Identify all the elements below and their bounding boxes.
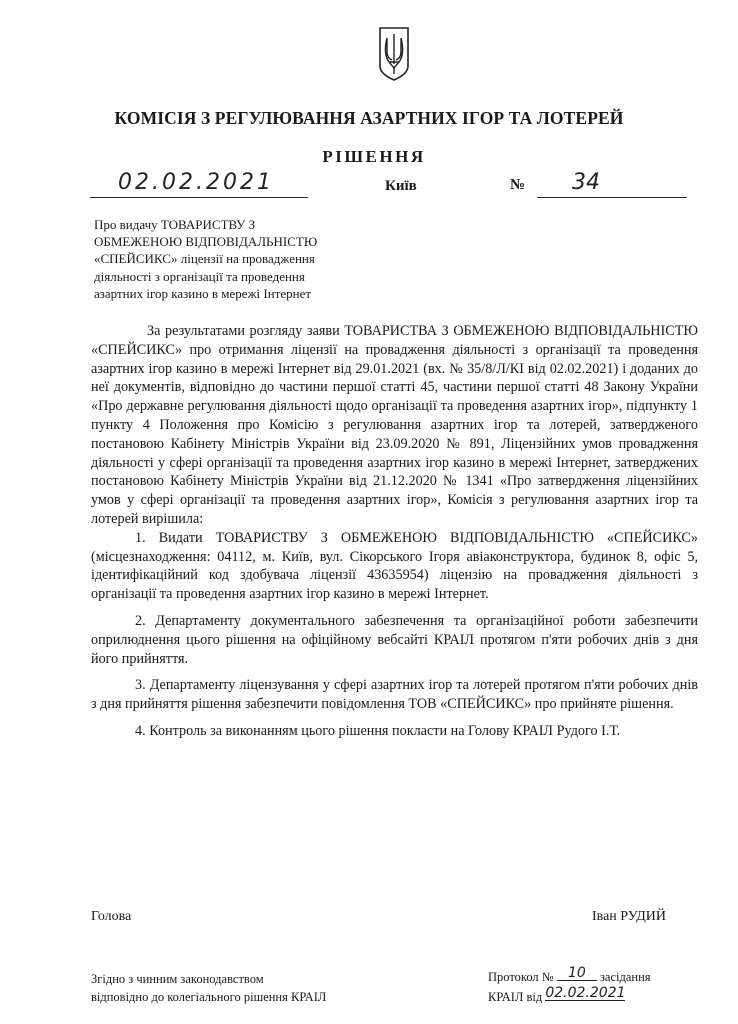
subject-line: азартних ігор казино в мережі Інтернет <box>94 285 312 301</box>
protocol-reference <box>488 966 651 1006</box>
subject-line: «СПЕЙСИКС» ліцензії на провадження <box>94 251 315 267</box>
date-line <box>90 197 308 198</box>
signatory-position: Голова <box>91 909 132 924</box>
point-paragraph: 4. Контроль за виконанням цього рішення покласти на Голову КРАІЛ Рудого І.Т. <box>135 722 621 739</box>
protocol-line2-prefix: КРАІЛ від <box>488 990 543 1004</box>
handwritten-number: 34 <box>572 170 600 195</box>
city-label: Київ <box>385 178 417 194</box>
number-line <box>537 197 687 198</box>
number-sign: № <box>510 177 526 193</box>
point-paragraph: 1. Видати ТОВАРИСТВУ З ОБМЕЖЕНОЮ ВІДПОВІДАЛЬНІСТЮ «СПЕЙСИКС» (місцезнаходження: 04112, м. Київ, вул. Сікорського Ігоря авіаконструктора, будинок 8, офіс 5, ідентифікаційний код здобувача ліцензії 43635954) ліцензію на провадження діяльності з організації та проведення азартних ігор казино в мережі Інтернет. <box>91 529 698 603</box>
protocol-date-blank <box>545 986 625 1001</box>
legal-note <box>91 970 326 1006</box>
subject-line: діяльності з організації та проведення <box>94 268 305 284</box>
commission-title: КОМІСІЯ З РЕГУЛЮВАННЯ АЗАРТНИХ ІГОР ТА ЛОТЕРЕЙ <box>114 108 624 128</box>
decision-subject <box>94 216 384 302</box>
point-paragraph: 3. Департаменту ліцензування у сфері азартних ігор та лотерей протягом п'яти робочих днів з дня прийняття рішення забезпечити повідомлення ТОВ «СПЕЙСИКС» про прийняте рішення. <box>91 677 698 713</box>
signatory-name: Іван РУДИЙ <box>592 909 666 924</box>
preamble-paragraph: За результатами розгляду заяви ТОВАРИСТВА З ОБМЕЖЕНОЮ ВІДПОВІДАЛЬНІСТЮ «СПЕЙСИКС» про отримання ліцензії на провадження діяльності з організації та проведення азартних ігор казино в мережі Інтернет від 29.01.2021 (вх. № 35/8/Л/КІ від 02.02.2021) і доданих до неї документів, відповідно до частини першої статті 45, частини першої статті 48 Закону України «Про державне регулювання діяльності щодо організації та проведення азартних ігор», підпункту 1 пункту 4 Положення про Комісію з регулювання азартних ігор та лотерей, затвердженого постановою Кабінету Міністрів України від 23.09.2020 № 891, Ліцензійних умов провадження діяльності у сфері організації та проведення азартних ігор казино в мережі Інтернет, затверджених постановою Кабінету Міністрів України від 21.12.2020 № 1341 «Про затвердження ліцензійних умов у сфері організації та проведення азартних ігор», Комісія з регулювання азартних ігор та лотерей вирішила: <box>91 323 698 527</box>
handwritten-protocol-date: 02.02.2021 <box>545 985 626 1001</box>
coat-of-arms-emblem <box>377 26 411 82</box>
decision-title: РІШЕННЯ <box>322 147 426 166</box>
protocol-number-blank <box>557 966 597 981</box>
protocol-prefix: Протокол № <box>488 970 554 984</box>
point-paragraph: 2. Департаменту документального забезпечення та організаційної роботи забезпечити оприлюднення цього рішення на офіційному вебсайті КРАІЛ протягом п'яти робочих днів з дня його прийняття. <box>91 612 698 667</box>
decision-body <box>91 322 698 741</box>
handwritten-protocol-number: 10 <box>567 965 586 981</box>
protocol-suffix: засідання <box>599 970 651 984</box>
legal-note-line: відповідно до колегіального рішення КРАІЛ <box>91 990 327 1004</box>
subject-line: Про видачу ТОВАРИСТВУ З <box>94 217 256 232</box>
legal-note-line: Згідно з чинним законодавством <box>91 972 264 986</box>
subject-line: ОБМЕЖЕНОЮ ВІДПОВІДАЛЬНІСТЮ <box>94 234 318 250</box>
handwritten-date: 02.02.2021 <box>118 170 274 195</box>
